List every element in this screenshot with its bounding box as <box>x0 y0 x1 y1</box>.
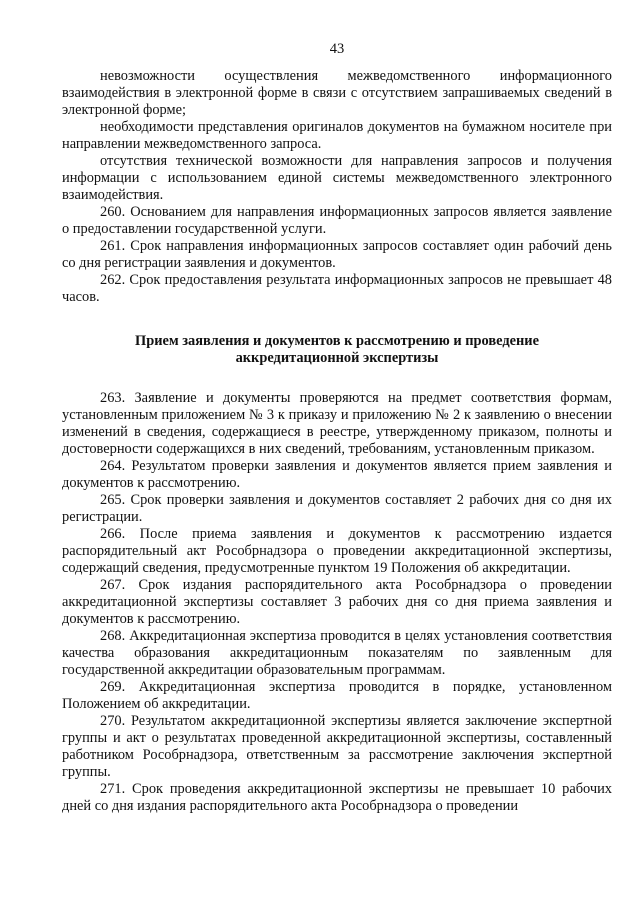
page-number: 43 <box>329 41 345 57</box>
paragraph-263: 263. Заявление и документы проверяются на предмет соответствия формам, установленным приложением № 3 к приказу и приложению № 2 к заявлению о внесении изменений в сведения, содержащиеся в реестре, утвержденному приказом, полноты и достоверности содержащихся в них сведений, требованиям, установленным приказом. <box>62 390 612 457</box>
paragraph-264: 264. Результатом проверки заявления и документов является прием заявления и документов к рассмотрению. <box>62 458 612 491</box>
paragraph-271: 271. Срок проведения аккредитационной экспертизы не превышает 10 рабочих дней со дня издания распорядительного акта Рособрнадзора о проведении <box>62 781 612 814</box>
paragraph-265: 265. Срок проверки заявления и документов составляет 2 рабочих дня со дня их регистрации. <box>62 492 612 525</box>
paragraph-262: 262. Срок предоставления результата информационных запросов не превышает 48 часов. <box>62 272 612 305</box>
section-heading-line1: Прием заявления и документов к рассмотрению и проведение <box>135 333 539 349</box>
paragraph-268: 268. Аккредитационная экспертиза проводится в целях установления соответствия качества образования аккредитационным показателям по заявленным для государственной аккредитации образовательным программам. <box>62 628 612 678</box>
paragraph-261: 261. Срок направления информационных запросов составляет один рабочий день со дня регистрации заявления и документов. <box>62 238 612 271</box>
paragraph-270: 270. Результатом аккредитационной экспертизы является заключение экспертной группы и акт о результатах проведенной аккредитационной экспертизы, составленный работником Рособрнадзора, ответственным за рассмотрение заключения экспертной группы. <box>62 713 612 780</box>
paragraph: необходимости представления оригиналов документов на бумажном носителе при направлении межведомственного запроса. <box>62 119 612 152</box>
paragraph-266: 266. После приема заявления и документов к рассмотрению издается распорядительный акт Рособрнадзора о проведении аккредитационной экспертизы, содержащий сведения, предусмотренные пунктом 19 Положения об аккредитации. <box>62 526 612 576</box>
paragraph: невозможности осуществления межведомственного информационного взаимодействия в электронной форме в связи с отсутствием запрашиваемых сведений в электронной форме; <box>62 68 612 118</box>
paragraph-260: 260. Основанием для направления информационных запросов является заявление о предоставлении государственной услуги. <box>62 204 612 237</box>
section-heading <box>82 333 592 367</box>
paragraph-267: 267. Срок издания распорядительного акта Рособрнадзора о проведении аккредитационной экспертизы составляет 3 рабочих дня со дня приема заявления и документов к рассмотрению. <box>62 577 612 627</box>
paragraph-269: 269. Аккредитационная экспертиза проводится в порядке, установленном Положением об аккредитации. <box>62 679 612 712</box>
section-heading-line2: аккредитационной экспертизы <box>235 350 439 366</box>
paragraph: отсутствия технической возможности для направления запросов и получения информации с использованием единой системы межведомственного электронного взаимодействия. <box>62 153 612 203</box>
document-page <box>62 40 612 815</box>
